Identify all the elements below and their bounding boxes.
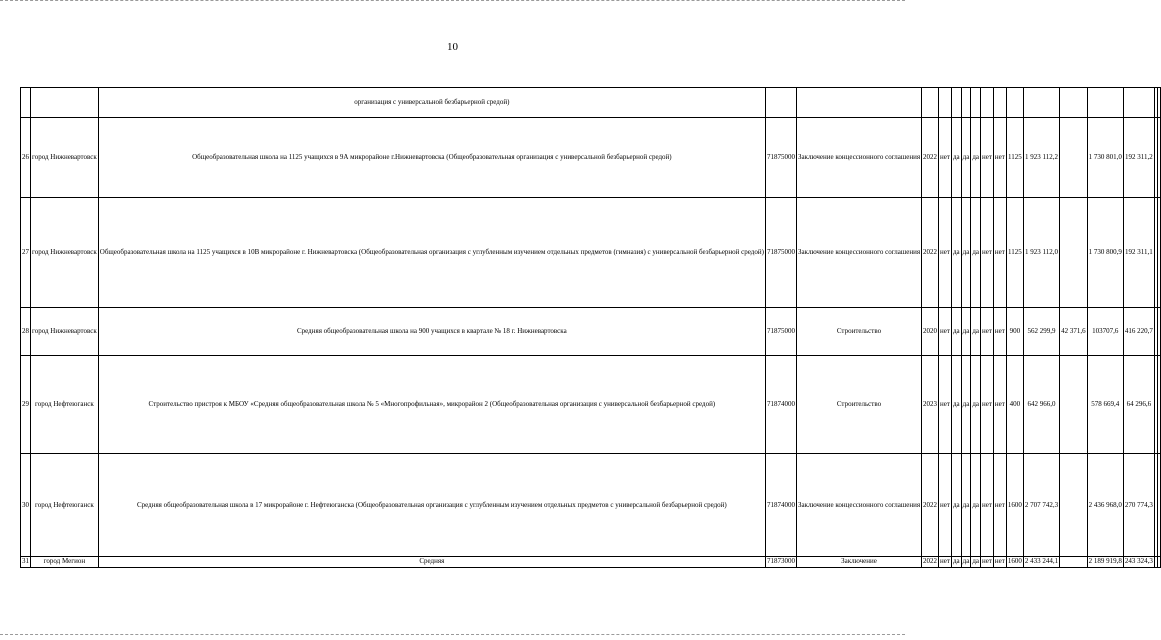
cell-type: Заключение концессионного соглашения <box>796 198 921 308</box>
cell-city <box>31 88 99 118</box>
page-number: 10 <box>447 41 458 53</box>
cell-total: 562 299,9 <box>1023 308 1059 356</box>
cell-value: 192 311,2 <box>1123 118 1154 198</box>
cell-value: 42 371,6 <box>1060 308 1088 356</box>
cell-flag: да <box>961 118 971 198</box>
cell-flag: нет <box>993 454 1006 557</box>
cell-code: 71873000 <box>765 557 796 568</box>
cell-value: 192 311,1 <box>1123 198 1154 308</box>
cell-year: 2022 <box>922 198 939 308</box>
cell-object: Средняя общеобразовательная школа на 900 учащихся в квартале № 18 г. Нижневартовска <box>98 308 765 356</box>
cell-flag: нет <box>980 557 993 568</box>
scan-bottom-edge <box>0 634 905 640</box>
cell-empty <box>1157 88 1160 118</box>
cell-value: 2 436 968,0 <box>1087 454 1123 557</box>
cell-city: город Нижневартовск <box>31 198 99 308</box>
cell-value <box>1060 557 1088 568</box>
cell-flag: да <box>971 198 981 308</box>
cell-year: 2020 <box>922 308 939 356</box>
cell-flag: да <box>961 454 971 557</box>
cell-object: организация с универсальной безбарьерной средой) <box>98 88 765 118</box>
cell-flag: нет <box>980 454 993 557</box>
cell-empty <box>1157 118 1160 198</box>
cell-flag: нет <box>993 308 1006 356</box>
cell-value: 1 730 801,0 <box>1087 118 1123 198</box>
cell-object: Средняя общеобразовательная школа в 17 микрорайоне г. Нефтеюганска (Общеобразовательная организация с углубленным изучением отдельных предметов с универсальной безбарьерной средой) <box>98 454 765 557</box>
cell-year: 2023 <box>922 356 939 454</box>
table-row <box>21 557 1161 568</box>
cell-city: город Нефтеюганск <box>31 356 99 454</box>
cell-flag: да <box>951 198 961 308</box>
cell-total: 2 707 742,3 <box>1023 454 1059 557</box>
cell-value <box>1087 88 1123 118</box>
cell-object: Средняя <box>98 557 765 568</box>
cell-flag: нет <box>993 557 1006 568</box>
cell-value <box>1060 454 1088 557</box>
cell-code: 71875000 <box>765 308 796 356</box>
cell-flag: да <box>961 198 971 308</box>
cell-total: 1 923 112,0 <box>1023 198 1059 308</box>
cell-empty <box>1157 198 1160 308</box>
cell-code <box>765 88 796 118</box>
cell-flag: да <box>971 118 981 198</box>
cell-value <box>1123 88 1154 118</box>
cell-year: 2022 <box>922 118 939 198</box>
cell-city: город Нефтеюганск <box>31 454 99 557</box>
cell-value: 103707,6 <box>1087 308 1123 356</box>
cell-capacity <box>1006 88 1023 118</box>
cell-code: 71875000 <box>765 198 796 308</box>
cell-capacity: 1600 <box>1006 454 1023 557</box>
cell-flag: нет <box>980 118 993 198</box>
cell-flag: да <box>971 454 981 557</box>
cell-type: Заключение концессионного соглашения <box>796 454 921 557</box>
cell-capacity: 1125 <box>1006 198 1023 308</box>
cell-flag: нет <box>939 198 952 308</box>
cell-value: 64 296,6 <box>1123 356 1154 454</box>
cell-empty <box>1157 308 1160 356</box>
cell-capacity: 900 <box>1006 308 1023 356</box>
cell-capacity: 400 <box>1006 356 1023 454</box>
cell-num: 29 <box>21 356 31 454</box>
scan-top-edge <box>0 0 905 4</box>
cell-num: 27 <box>21 198 31 308</box>
cell-capacity: 1125 <box>1006 118 1023 198</box>
cell-code: 71874000 <box>765 356 796 454</box>
cell-empty <box>1157 356 1160 454</box>
cell-flag: да <box>971 356 981 454</box>
cell-flag: нет <box>993 356 1006 454</box>
cell-city: город Нижневартовск <box>31 308 99 356</box>
cell-flag: нет <box>980 308 993 356</box>
cell-code: 71874000 <box>765 454 796 557</box>
cell-code: 71875000 <box>765 118 796 198</box>
cell-object: Общеобразовательная школа на 1125 учащихся в 9А микрорайоне г.Нижневартовска (Общеобразовательная организация с универсальной безбарьерной средой) <box>98 118 765 198</box>
cell-flag: да <box>951 557 961 568</box>
cell-value: 2 189 919,8 <box>1087 557 1123 568</box>
cell-value <box>1060 198 1088 308</box>
cell-year: 2022 <box>922 454 939 557</box>
cell-flag: нет <box>939 454 952 557</box>
investment-objects-table <box>20 87 1161 568</box>
cell-type: Строительство <box>796 356 921 454</box>
cell-city: город Нижневартовск <box>31 118 99 198</box>
cell-flag <box>971 88 981 118</box>
cell-value: 243 324,3 <box>1123 557 1154 568</box>
table-row-continuation <box>21 88 1161 118</box>
cell-flag: нет <box>993 198 1006 308</box>
cell-total: 642 966,0 <box>1023 356 1059 454</box>
cell-flag: нет <box>939 118 952 198</box>
cell-flag: да <box>971 557 981 568</box>
table-row <box>21 198 1161 308</box>
cell-flag: нет <box>980 356 993 454</box>
cell-object: Общеобразовательная школа на 1125 учащихся в 10В микрорайоне г. Нижневартовска (Общеобразовательная организация с углубленным изучением отдельных предметов (гимназия) с универсальной безбарьерной средой) <box>98 198 765 308</box>
cell-value <box>1060 356 1088 454</box>
cell-value: 1 730 800,9 <box>1087 198 1123 308</box>
cell-flag: да <box>951 356 961 454</box>
cell-flag: нет <box>993 118 1006 198</box>
cell-num: 31 <box>21 557 31 568</box>
cell-value: 416 220,7 <box>1123 308 1154 356</box>
cell-num: 30 <box>21 454 31 557</box>
cell-object: Строительство пристроя к МБОУ «Средняя общеобразовательная школа № 5 «Многопрофильная», микрорайон 2 (Общеобразовательная организация с универсальной безбарьерной средой) <box>98 356 765 454</box>
cell-flag: да <box>951 118 961 198</box>
cell-flag: нет <box>939 356 952 454</box>
cell-value: 578 669,4 <box>1087 356 1123 454</box>
cell-flag <box>939 88 952 118</box>
cell-value <box>1060 88 1088 118</box>
cell-capacity: 1600 <box>1006 557 1023 568</box>
table-row <box>21 356 1161 454</box>
cell-type: Строительство <box>796 308 921 356</box>
cell-year: 2022 <box>922 557 939 568</box>
cell-num <box>21 88 31 118</box>
cell-flag: нет <box>939 308 952 356</box>
cell-flag: да <box>951 454 961 557</box>
cell-year <box>922 88 939 118</box>
cell-flag <box>993 88 1006 118</box>
table-row <box>21 454 1161 557</box>
cell-flag: да <box>961 308 971 356</box>
cell-flag <box>961 88 971 118</box>
cell-value: 270 774,3 <box>1123 454 1154 557</box>
cell-flag: да <box>961 356 971 454</box>
cell-flag: да <box>971 308 981 356</box>
cell-flag: да <box>951 308 961 356</box>
cell-flag: нет <box>980 198 993 308</box>
cell-total <box>1023 88 1059 118</box>
cell-flag <box>951 88 961 118</box>
cell-type: Заключение концессионного соглашения <box>796 118 921 198</box>
cell-total: 2 433 244,1 <box>1023 557 1059 568</box>
cell-total: 1 923 112,2 <box>1023 118 1059 198</box>
cell-flag: да <box>961 557 971 568</box>
cell-flag: нет <box>939 557 952 568</box>
cell-type: Заключение <box>796 557 921 568</box>
cell-num: 26 <box>21 118 31 198</box>
table-row <box>21 118 1161 198</box>
cell-flag <box>980 88 993 118</box>
cell-type <box>796 88 921 118</box>
cell-city: город Мегион <box>31 557 99 568</box>
cell-num: 28 <box>21 308 31 356</box>
cell-empty <box>1157 454 1160 557</box>
table-row <box>21 308 1161 356</box>
cell-empty <box>1157 557 1160 568</box>
cell-value <box>1060 118 1088 198</box>
